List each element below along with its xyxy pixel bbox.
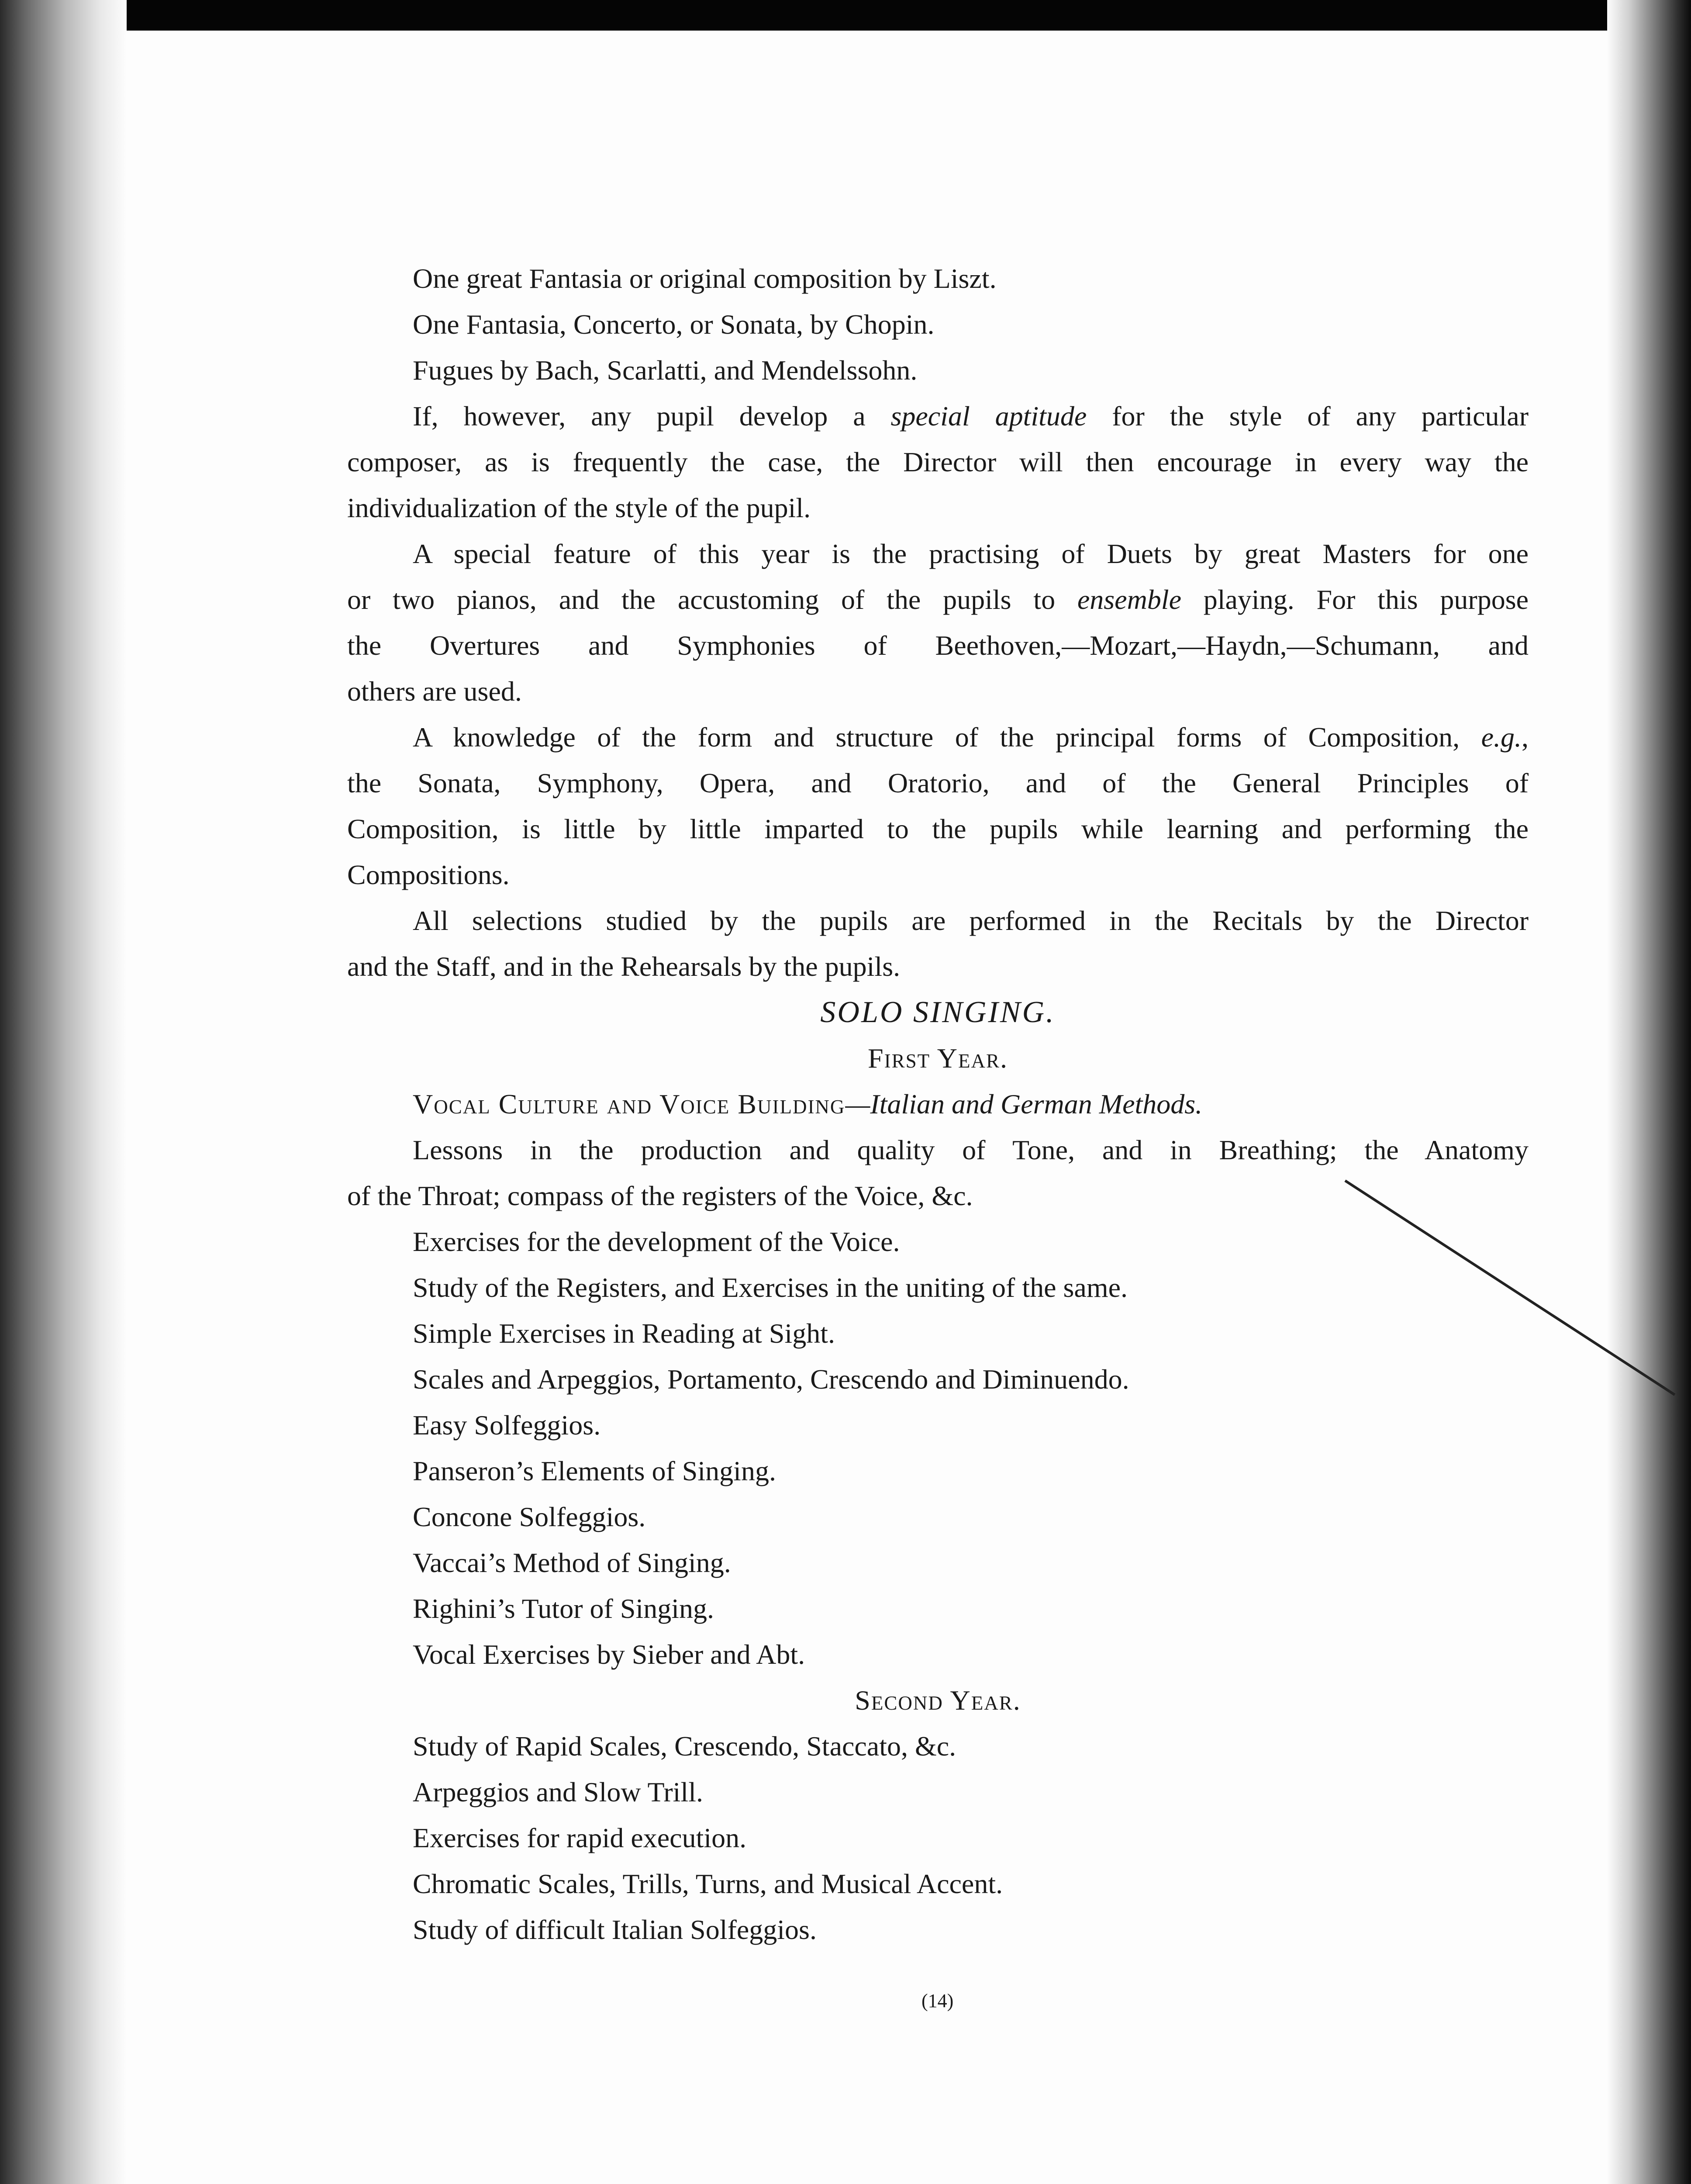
scan-left-border xyxy=(0,0,127,2184)
scan-right-border xyxy=(1607,0,1691,2184)
vocal-culture-line: Vocal Culture and Voice Building—Italian and German Methods. xyxy=(413,1089,1203,1120)
paragraph-line: Compositions. xyxy=(347,859,510,890)
list-item: Study of the Registers, and Exercises in the uniting of the same. xyxy=(413,1272,1128,1303)
second-year-heading: Second Year. xyxy=(855,1685,1021,1716)
list-item: Vaccai’s Method of Singing. xyxy=(413,1547,731,1578)
paragraph-line: Composition, is little by little imparted to the pupils while learning and performing the xyxy=(347,813,1529,844)
text-line: Fugues by Bach, Scarlatti, and Mendelssohn. xyxy=(413,355,918,386)
paragraph-line: the Overtures and Symphonies of Beethoven,—Mozart,—Haydn,—Schumann, and xyxy=(347,630,1529,661)
paragraph-line: A special feature of this year is the practising of Duets by great Masters for one xyxy=(413,538,1529,569)
list-item: Easy Solfeggios. xyxy=(413,1410,601,1441)
list-item: Scales and Arpeggios, Portamento, Crescendo and Diminuendo. xyxy=(413,1364,1129,1395)
text-line: One Fantasia, Concerto, or Sonata, by Chopin. xyxy=(413,309,935,340)
list-item: Vocal Exercises by Sieber and Abt. xyxy=(413,1639,805,1670)
list-item: Simple Exercises in Reading at Sight. xyxy=(413,1318,835,1349)
paragraph-line: composer, as is frequently the case, the Director will then encourage in every way the xyxy=(347,446,1529,477)
section-heading: SOLO SINGING. xyxy=(820,995,1056,1029)
list-item: Righini’s Tutor of Singing. xyxy=(413,1593,714,1624)
first-year-heading: First Year. xyxy=(868,1043,1008,1074)
list-item: Panseron’s Elements of Singing. xyxy=(413,1455,776,1486)
scan-top-border xyxy=(0,0,1691,31)
page-number: (14) xyxy=(921,1990,954,2011)
paragraph-line: of the Throat; compass of the registers of the Voice, &c. xyxy=(347,1180,973,1211)
list-item: Chromatic Scales, Trills, Turns, and Musical Accent. xyxy=(413,1868,1003,1899)
text-line: One great Fantasia or original composition by Liszt. xyxy=(413,263,997,294)
page-text xyxy=(347,256,1529,1952)
list-item: Study of Rapid Scales, Crescendo, Staccato, &c. xyxy=(413,1731,956,1762)
paragraph-line: If, however, any pupil develop a special aptitude for the style of any particular xyxy=(413,401,1529,432)
paragraph-line: individualization of the style of the pupil. xyxy=(347,492,811,523)
list-item: Arpeggios and Slow Trill. xyxy=(413,1776,703,1807)
list-item: Concone Solfeggios. xyxy=(413,1501,646,1532)
paragraph-line: or two pianos, and the accustoming of the pupils to ensemble playing. For this purpose xyxy=(347,584,1529,615)
list-item: Exercises for the development of the Voice. xyxy=(413,1226,900,1257)
paragraph-line: All selections studied by the pupils are performed in the Recitals by the Director xyxy=(413,905,1529,936)
paragraph-line: others are used. xyxy=(347,676,522,707)
list-item: Study of difficult Italian Solfeggios. xyxy=(413,1914,817,1945)
paragraph-line: Lessons in the production and quality of Tone, and in Breathing; the Anatomy xyxy=(413,1134,1529,1165)
paragraph-line: and the Staff, and in the Rehearsals by the pupils. xyxy=(347,951,901,982)
paragraph-line: A knowledge of the form and structure of the principal forms of Composition, e.g., xyxy=(413,722,1529,753)
paragraph-line: the Sonata, Symphony, Opera, and Oratorio, and of the General Principles of xyxy=(347,767,1529,798)
list-item: Exercises for rapid execution. xyxy=(413,1822,747,1853)
